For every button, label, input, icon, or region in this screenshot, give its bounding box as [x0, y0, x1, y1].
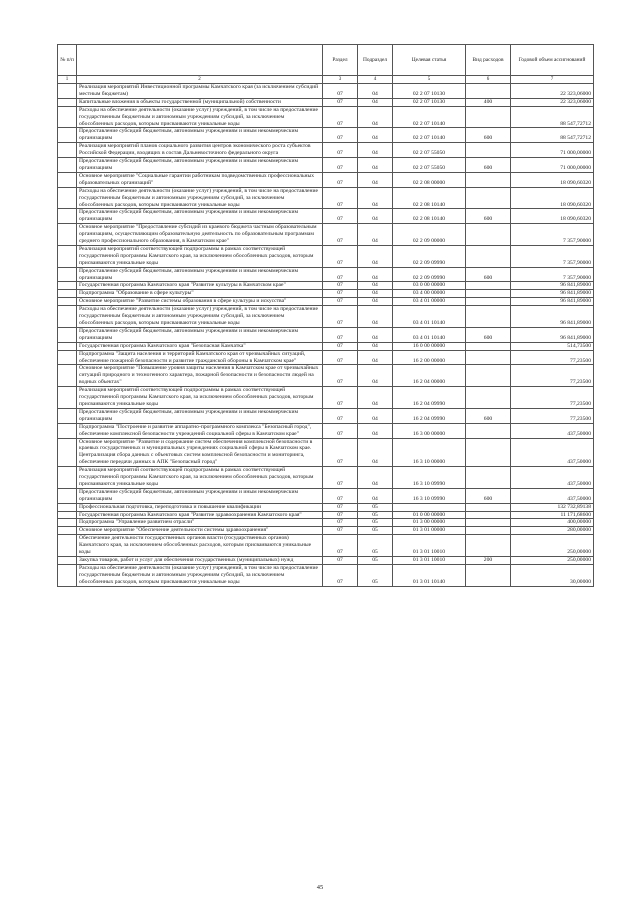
- section-code-cell: 07: [323, 467, 358, 489]
- item-name-cell: Обеспечение деятельности государственных органов власти (государственных органов) Камчатского края, за исключением обособленных расходов, которым присваиваются уникальные коды: [77, 535, 323, 557]
- row-number-cell: [58, 327, 77, 342]
- section-code-cell: 07: [323, 306, 358, 328]
- table-row: [58, 128, 594, 143]
- expense-type-cell: [466, 519, 511, 527]
- amount-cell: 7 357,90000: [511, 267, 594, 282]
- expense-type-cell: [466, 423, 511, 438]
- section-code-cell: 07: [323, 84, 358, 99]
- item-name-cell: Реализация мероприятий Инвестиционной программы Камчатского края (за исключением субсидий местным бюджетам): [77, 84, 323, 99]
- table-row: [58, 350, 594, 365]
- expense-type-cell: [466, 298, 511, 306]
- amount-cell: 96 841,89000: [511, 298, 594, 306]
- table-row: [58, 245, 594, 267]
- amount-cell: 7 357,90000: [511, 245, 594, 267]
- table-row: [58, 158, 594, 173]
- row-number-cell: [58, 290, 77, 298]
- col-number: 2: [77, 76, 323, 84]
- table-row: [58, 467, 594, 489]
- target-article-cell: 16 2 00 00000: [393, 350, 466, 365]
- table-row: [58, 511, 594, 519]
- section-code-cell: 07: [323, 488, 358, 503]
- section-code-cell: 07: [323, 98, 358, 106]
- subsection-code-cell: 05: [358, 503, 393, 511]
- subsection-code-cell: 04: [358, 423, 393, 438]
- table-row: [58, 98, 594, 106]
- item-name-cell: Основное мероприятие "Повышение уровня защиты населения в Камчатском крае от чрезвычайных ситуаций природного и техногенного характера, пожарной безопасности и безопасности людей на водных объектах": [77, 365, 323, 387]
- subsection-code-cell: 04: [358, 143, 393, 158]
- item-name-cell: Подпрограмма "Управление развитием отрасли": [77, 519, 323, 527]
- amount-cell: 30,00000: [511, 564, 594, 586]
- item-name-cell: Предоставление субсидий бюджетным, автономным учреждениям и иным некоммерческим организациям: [77, 408, 323, 423]
- expense-type-cell: [466, 365, 511, 387]
- col-number: 3: [323, 76, 358, 84]
- item-name-cell: Основное мероприятие "Развитие и содержание систем обеспечения комплексной безопасности в краевых государственных и муниципальных учреждениях социальной сферы в Камчатском крае. Централизация сбора данных с объектовых систем комплексной безопасности и мониторинга, обеспечение передачи данных в АПК "Безопасный город": [77, 438, 323, 467]
- target-article-cell: 02 2 07 10130: [393, 84, 466, 99]
- table-row: [58, 365, 594, 387]
- col-number: 6: [466, 76, 511, 84]
- table-row: [58, 306, 594, 328]
- target-article-cell: 02 2 07 10140: [393, 128, 466, 143]
- section-code-cell: 07: [323, 298, 358, 306]
- expense-type-cell: 600: [466, 209, 511, 224]
- header-section: Раздел: [323, 45, 358, 76]
- row-number-cell: [58, 350, 77, 365]
- target-article-cell: 03 4 00 00000: [393, 290, 466, 298]
- item-name-cell: Предоставление субсидий бюджетным, автономным учреждениям и иным некоммерческим организациям: [77, 128, 323, 143]
- row-number-cell: [58, 408, 77, 423]
- amount-cell: 77,23500: [511, 350, 594, 365]
- table-row: [58, 527, 594, 535]
- subsection-code-cell: 04: [358, 172, 393, 187]
- section-code-cell: 07: [323, 282, 358, 290]
- amount-cell: 250,00000: [511, 535, 594, 557]
- table-row: [58, 187, 594, 209]
- subsection-code-cell: 04: [358, 267, 393, 282]
- row-number-cell: [58, 511, 77, 519]
- target-article-cell: 03 4 01 10140: [393, 306, 466, 328]
- amount-cell: 71 000,00000: [511, 158, 594, 173]
- amount-cell: 96 841,89000: [511, 282, 594, 290]
- subsection-code-cell: 04: [358, 290, 393, 298]
- expense-type-cell: [466, 290, 511, 298]
- amount-cell: 22 323,06000: [511, 84, 594, 99]
- target-article-cell: 01 3 01 00000: [393, 527, 466, 535]
- expense-type-cell: [466, 306, 511, 328]
- section-code-cell: 07: [323, 423, 358, 438]
- subsection-code-cell: 05: [358, 519, 393, 527]
- target-article-cell: 02 2 08 00000: [393, 172, 466, 187]
- row-number-cell: [58, 267, 77, 282]
- row-number-cell: [58, 306, 77, 328]
- table-row: [58, 209, 594, 224]
- table-row: [58, 224, 594, 246]
- amount-cell: 18 090,60320: [511, 172, 594, 187]
- subsection-code-cell: 05: [358, 511, 393, 519]
- amount-cell: 400,00000: [511, 519, 594, 527]
- target-article-cell: 03 4 01 10140: [393, 327, 466, 342]
- subsection-code-cell: 05: [358, 527, 393, 535]
- item-name-cell: Закупка товаров, работ и услуг для обеспечения государственных (муниципальных) нужд: [77, 557, 323, 565]
- table-row: [58, 535, 594, 557]
- subsection-code-cell: 05: [358, 557, 393, 565]
- item-name-cell: Расходы на обеспечение деятельности (оказание услуг) учреждений, в том числе на предоставление государственным бюджетным и автономным учреждениям субсидий, за исключением обособленных расходов, которым присваиваются уникальные коды: [77, 306, 323, 328]
- row-number-cell: [58, 564, 77, 586]
- expense-type-cell: [466, 342, 511, 350]
- table-row: [58, 564, 594, 586]
- target-article-cell: 02 2 07 10140: [393, 106, 466, 128]
- expense-type-cell: [466, 467, 511, 489]
- table-row: [58, 342, 594, 350]
- section-code-cell: 07: [323, 106, 358, 128]
- subsection-code-cell: 04: [358, 327, 393, 342]
- row-number-cell: [58, 98, 77, 106]
- item-name-cell: Предоставление субсидий бюджетным, автономным учреждениям и иным некоммерческим организациям: [77, 267, 323, 282]
- target-article-cell: 02 2 08 10140: [393, 187, 466, 209]
- target-article-cell: 01 0 00 00000: [393, 511, 466, 519]
- column-number-row: [58, 76, 594, 84]
- row-number-cell: [58, 387, 77, 409]
- expense-type-cell: [466, 224, 511, 246]
- target-article-cell: 02 2 07 55050: [393, 158, 466, 173]
- table-row: [58, 282, 594, 290]
- section-code-cell: 07: [323, 267, 358, 282]
- amount-cell: 22 323,06000: [511, 98, 594, 106]
- amount-cell: 77,23500: [511, 365, 594, 387]
- subsection-code-cell: 04: [358, 298, 393, 306]
- amount-cell: 71 000,00000: [511, 143, 594, 158]
- table-header-row: [58, 45, 594, 76]
- table-row: [58, 172, 594, 187]
- row-number-cell: [58, 527, 77, 535]
- row-number-cell: [58, 106, 77, 128]
- row-number-cell: [58, 365, 77, 387]
- row-number-cell: [58, 143, 77, 158]
- item-name-cell: Основное мероприятие "Развитие системы образования в сфере культуры и искусства": [77, 298, 323, 306]
- amount-cell: 88 547,72712: [511, 106, 594, 128]
- expense-type-cell: [466, 282, 511, 290]
- target-article-cell: 02 2 08 10140: [393, 209, 466, 224]
- expense-type-cell: [466, 535, 511, 557]
- expense-type-cell: [466, 350, 511, 365]
- expense-type-cell: [466, 503, 511, 511]
- item-name-cell: Расходы на обеспечение деятельности (оказание услуг) учреждений, в том числе на предоставление государственным бюджетным и автономным учреждениям субсидий, за исключением обособленных расходов, которым присваиваются уникальные коды: [77, 564, 323, 586]
- expense-type-cell: [466, 245, 511, 267]
- subsection-code-cell: 04: [358, 224, 393, 246]
- section-code-cell: 07: [323, 365, 358, 387]
- item-name-cell: Государственная программа Камчатского края "Безопасная Камчатка": [77, 342, 323, 350]
- expense-type-cell: [466, 172, 511, 187]
- target-article-cell: 16 2 04 00000: [393, 365, 466, 387]
- subsection-code-cell: 04: [358, 84, 393, 99]
- item-name-cell: Реализация мероприятий соответствующей подпрограммы в рамках соответствующей государственной программы Камчатского края, за исключением обособленных расходов, которым присваиваются уникальные коды: [77, 245, 323, 267]
- subsection-code-cell: 05: [358, 564, 393, 586]
- item-name-cell: Основное мероприятие "Предоставление субсидий из краевого бюджета частным образовательным организациям, осуществляющим образовательную деятельность по образовательным программам среднего профессионального образования, в Камчатском крае": [77, 224, 323, 246]
- row-number-cell: [58, 187, 77, 209]
- amount-cell: 437,50000: [511, 438, 594, 467]
- expense-type-cell: [466, 387, 511, 409]
- target-article-cell: 16 2 04 09990: [393, 408, 466, 423]
- table-row: [58, 290, 594, 298]
- section-code-cell: 07: [323, 350, 358, 365]
- section-code-cell: 07: [323, 564, 358, 586]
- row-number-cell: [58, 282, 77, 290]
- target-article-cell: 03 4 01 00000: [393, 298, 466, 306]
- header-subsection: Подраздел: [358, 45, 393, 76]
- target-article-cell: [393, 503, 466, 511]
- subsection-code-cell: 04: [358, 158, 393, 173]
- section-code-cell: 07: [323, 519, 358, 527]
- subsection-code-cell: 04: [358, 488, 393, 503]
- item-name-cell: Предоставление субсидий бюджетным, автономным учреждениям и иным некоммерческим организациям: [77, 209, 323, 224]
- subsection-code-cell: 04: [358, 408, 393, 423]
- row-number-cell: [58, 209, 77, 224]
- amount-cell: 18 090,60320: [511, 187, 594, 209]
- row-number-cell: [58, 438, 77, 467]
- amount-cell: 77,23500: [511, 408, 594, 423]
- amount-cell: 514,73500: [511, 342, 594, 350]
- table-row: [58, 106, 594, 128]
- amount-cell: 437,50000: [511, 488, 594, 503]
- subsection-code-cell: 04: [358, 365, 393, 387]
- expense-type-cell: [466, 527, 511, 535]
- row-number-cell: [58, 84, 77, 99]
- expense-type-cell: 600: [466, 158, 511, 173]
- target-article-cell: 16 3 10 00000: [393, 438, 466, 467]
- subsection-code-cell: 04: [358, 467, 393, 489]
- amount-cell: 132 732,89138: [511, 503, 594, 511]
- item-name-cell: Предоставление субсидий бюджетным, автономным учреждениям и иным некоммерческим организациям: [77, 327, 323, 342]
- section-code-cell: 07: [323, 503, 358, 511]
- expense-type-cell: 600: [466, 327, 511, 342]
- section-code-cell: 07: [323, 290, 358, 298]
- col-number: 5: [393, 76, 466, 84]
- target-article-cell: 03 0 00 00000: [393, 282, 466, 290]
- item-name-cell: Реализация мероприятий соответствующей подпрограммы в рамках соответствующей государственной программы Камчатского края, за исключением обособленных расходов, которым присваиваются уникальные коды: [77, 387, 323, 409]
- expense-type-cell: [466, 511, 511, 519]
- section-code-cell: 07: [323, 128, 358, 143]
- section-code-cell: 07: [323, 535, 358, 557]
- header-num: № п/п: [58, 45, 77, 76]
- target-article-cell: 16 0 00 00000: [393, 342, 466, 350]
- section-code-cell: 07: [323, 187, 358, 209]
- expense-type-cell: [466, 106, 511, 128]
- table-row: [58, 438, 594, 467]
- table-row: [58, 423, 594, 438]
- amount-cell: 280,00000: [511, 527, 594, 535]
- table-row: [58, 519, 594, 527]
- row-number-cell: [58, 535, 77, 557]
- item-name-cell: Подпрограмма "Образование в сфере культуры": [77, 290, 323, 298]
- section-code-cell: 07: [323, 557, 358, 565]
- amount-cell: 7 357,90000: [511, 224, 594, 246]
- table-row: [58, 327, 594, 342]
- target-article-cell: 16 2 04 09990: [393, 387, 466, 409]
- expense-type-cell: 600: [466, 488, 511, 503]
- amount-cell: 250,00000: [511, 557, 594, 565]
- target-article-cell: 02 2 09 09990: [393, 267, 466, 282]
- item-name-cell: Предоставление субсидий бюджетным, автономным учреждениям и иным некоммерческим организациям: [77, 488, 323, 503]
- target-article-cell: 16 3 10 09990: [393, 488, 466, 503]
- row-number-cell: [58, 503, 77, 511]
- section-code-cell: 07: [323, 327, 358, 342]
- subsection-code-cell: 04: [358, 438, 393, 467]
- subsection-code-cell: 04: [358, 106, 393, 128]
- row-number-cell: [58, 128, 77, 143]
- item-name-cell: Государственная программа Камчатского края "Развитие здравоохранения Камчатского края": [77, 511, 323, 519]
- row-number-cell: [58, 298, 77, 306]
- expense-type-cell: 600: [466, 408, 511, 423]
- subsection-code-cell: 04: [358, 342, 393, 350]
- section-code-cell: 07: [323, 224, 358, 246]
- subsection-code-cell: 05: [358, 535, 393, 557]
- subsection-code-cell: 04: [358, 245, 393, 267]
- target-article-cell: 01 3 01 10010: [393, 535, 466, 557]
- table-row: [58, 143, 594, 158]
- subsection-code-cell: 04: [358, 387, 393, 409]
- amount-cell: 18 090,60320: [511, 209, 594, 224]
- budget-table: [57, 44, 594, 587]
- amount-cell: 437,50000: [511, 467, 594, 489]
- page-number: 45: [316, 884, 324, 891]
- amount-cell: 437,50000: [511, 423, 594, 438]
- item-name-cell: Расходы на обеспечение деятельности (оказание услуг) учреждений, в том числе на предоставление государственным бюджетным и автономным учреждениям субсидий, за исключением обособленных расходов, которым присваиваются уникальные коды: [77, 187, 323, 209]
- table-row: [58, 408, 594, 423]
- target-article-cell: 16 3 00 00000: [393, 423, 466, 438]
- row-number-cell: [58, 172, 77, 187]
- expense-type-cell: [466, 143, 511, 158]
- section-code-cell: 07: [323, 438, 358, 467]
- item-name-cell: Государственная программа Камчатского края "Развитие культуры в Камчатском крае": [77, 282, 323, 290]
- target-article-cell: 02 2 07 10130: [393, 98, 466, 106]
- item-name-cell: Реализация мероприятий планов социального развития центров экономического роста субъектов Российской Федерации, входящих в состав Дальневосточного федерального округа: [77, 143, 323, 158]
- section-code-cell: 07: [323, 527, 358, 535]
- section-code-cell: 07: [323, 209, 358, 224]
- amount-cell: 11 171,68600: [511, 511, 594, 519]
- col-number: 1: [58, 76, 77, 84]
- header-name: [77, 45, 323, 76]
- subsection-code-cell: 04: [358, 350, 393, 365]
- row-number-cell: [58, 342, 77, 350]
- row-number-cell: [58, 557, 77, 565]
- expense-type-cell: [466, 187, 511, 209]
- amount-cell: 88 547,72712: [511, 128, 594, 143]
- subsection-code-cell: 04: [358, 282, 393, 290]
- target-article-cell: 01 3 00 00000: [393, 519, 466, 527]
- expense-type-cell: 400: [466, 98, 511, 106]
- item-name-cell: Капитальные вложения в объекты государственной (муниципальной) собственности: [77, 98, 323, 106]
- col-number: 7: [511, 76, 594, 84]
- item-name-cell: Профессиональная подготовка, переподготовка и повышение квалификации: [77, 503, 323, 511]
- target-article-cell: 01 3 01 10010: [393, 557, 466, 565]
- target-article-cell: 01 3 01 10140: [393, 564, 466, 586]
- expense-type-cell: 200: [466, 557, 511, 565]
- section-code-cell: 07: [323, 408, 358, 423]
- header-exp-type: Вид расходов: [466, 45, 511, 76]
- subsection-code-cell: 04: [358, 209, 393, 224]
- row-number-cell: [58, 245, 77, 267]
- section-code-cell: 07: [323, 245, 358, 267]
- target-article-cell: 02 2 07 55050: [393, 143, 466, 158]
- section-code-cell: 07: [323, 387, 358, 409]
- target-article-cell: 16 3 10 09990: [393, 467, 466, 489]
- amount-cell: 77,23500: [511, 387, 594, 409]
- section-code-cell: 07: [323, 158, 358, 173]
- row-number-cell: [58, 519, 77, 527]
- target-article-cell: 02 2 09 00000: [393, 224, 466, 246]
- table-row: [58, 387, 594, 409]
- subsection-code-cell: 04: [358, 128, 393, 143]
- table-row: [58, 557, 594, 565]
- item-name-cell: Основное мероприятие "Обеспечение деятельности системы здравоохранения": [77, 527, 323, 535]
- expense-type-cell: [466, 564, 511, 586]
- expense-type-cell: 600: [466, 267, 511, 282]
- item-name-cell: Расходы на обеспечение деятельности (оказание услуг) учреждений, в том числе на предоставление государственным бюджетным и автономным учреждениям субсидий, за исключением обособленных расходов, которым присваиваются уникальные коды: [77, 106, 323, 128]
- section-code-cell: 07: [323, 143, 358, 158]
- header-target: Целевая статья: [393, 45, 466, 76]
- col-number: 4: [358, 76, 393, 84]
- subsection-code-cell: 04: [358, 306, 393, 328]
- item-name-cell: Предоставление субсидий бюджетным, автономным учреждениям и иным некоммерческим организациям: [77, 158, 323, 173]
- item-name-cell: Основное мероприятие "Социальные гарантии работникам подведомственных профессиональных образовательных организаций": [77, 172, 323, 187]
- item-name-cell: Подпрограмма "Защита населения и территорий Камчатского края от чрезвычайных ситуаций, обеспечение пожарной безопасности и развитие гражданской обороны в Камчатском крае": [77, 350, 323, 365]
- header-amount: Годовой объем ассигнований: [511, 45, 594, 76]
- amount-cell: 96 841,89000: [511, 327, 594, 342]
- amount-cell: 96 841,89000: [511, 306, 594, 328]
- row-number-cell: [58, 467, 77, 489]
- expense-type-cell: [466, 438, 511, 467]
- expense-type-cell: [466, 84, 511, 99]
- table-row: [58, 298, 594, 306]
- subsection-code-cell: 04: [358, 187, 393, 209]
- row-number-cell: [58, 158, 77, 173]
- table-row: [58, 267, 594, 282]
- section-code-cell: 07: [323, 511, 358, 519]
- row-number-cell: [58, 423, 77, 438]
- expense-type-cell: 600: [466, 128, 511, 143]
- section-code-cell: 07: [323, 342, 358, 350]
- row-number-cell: [58, 224, 77, 246]
- item-name-cell: Реализация мероприятий соответствующей подпрограммы в рамках соответствующей государственной программы Камчатского края, за исключением обособленных расходов, которым присваиваются уникальные коды: [77, 467, 323, 489]
- table-row: [58, 84, 594, 99]
- item-name-cell: Подпрограмма "Построение и развитие аппаратно-программного комплекса "Безопасный город", обеспечение комплексной безопасности учреждений социальной сферы в Камчатском крае": [77, 423, 323, 438]
- table-row: [58, 503, 594, 511]
- subsection-code-cell: 04: [358, 98, 393, 106]
- table-row: [58, 488, 594, 503]
- target-article-cell: 02 2 09 09990: [393, 245, 466, 267]
- amount-cell: 96 841,89000: [511, 290, 594, 298]
- section-code-cell: 07: [323, 172, 358, 187]
- row-number-cell: [58, 488, 77, 503]
